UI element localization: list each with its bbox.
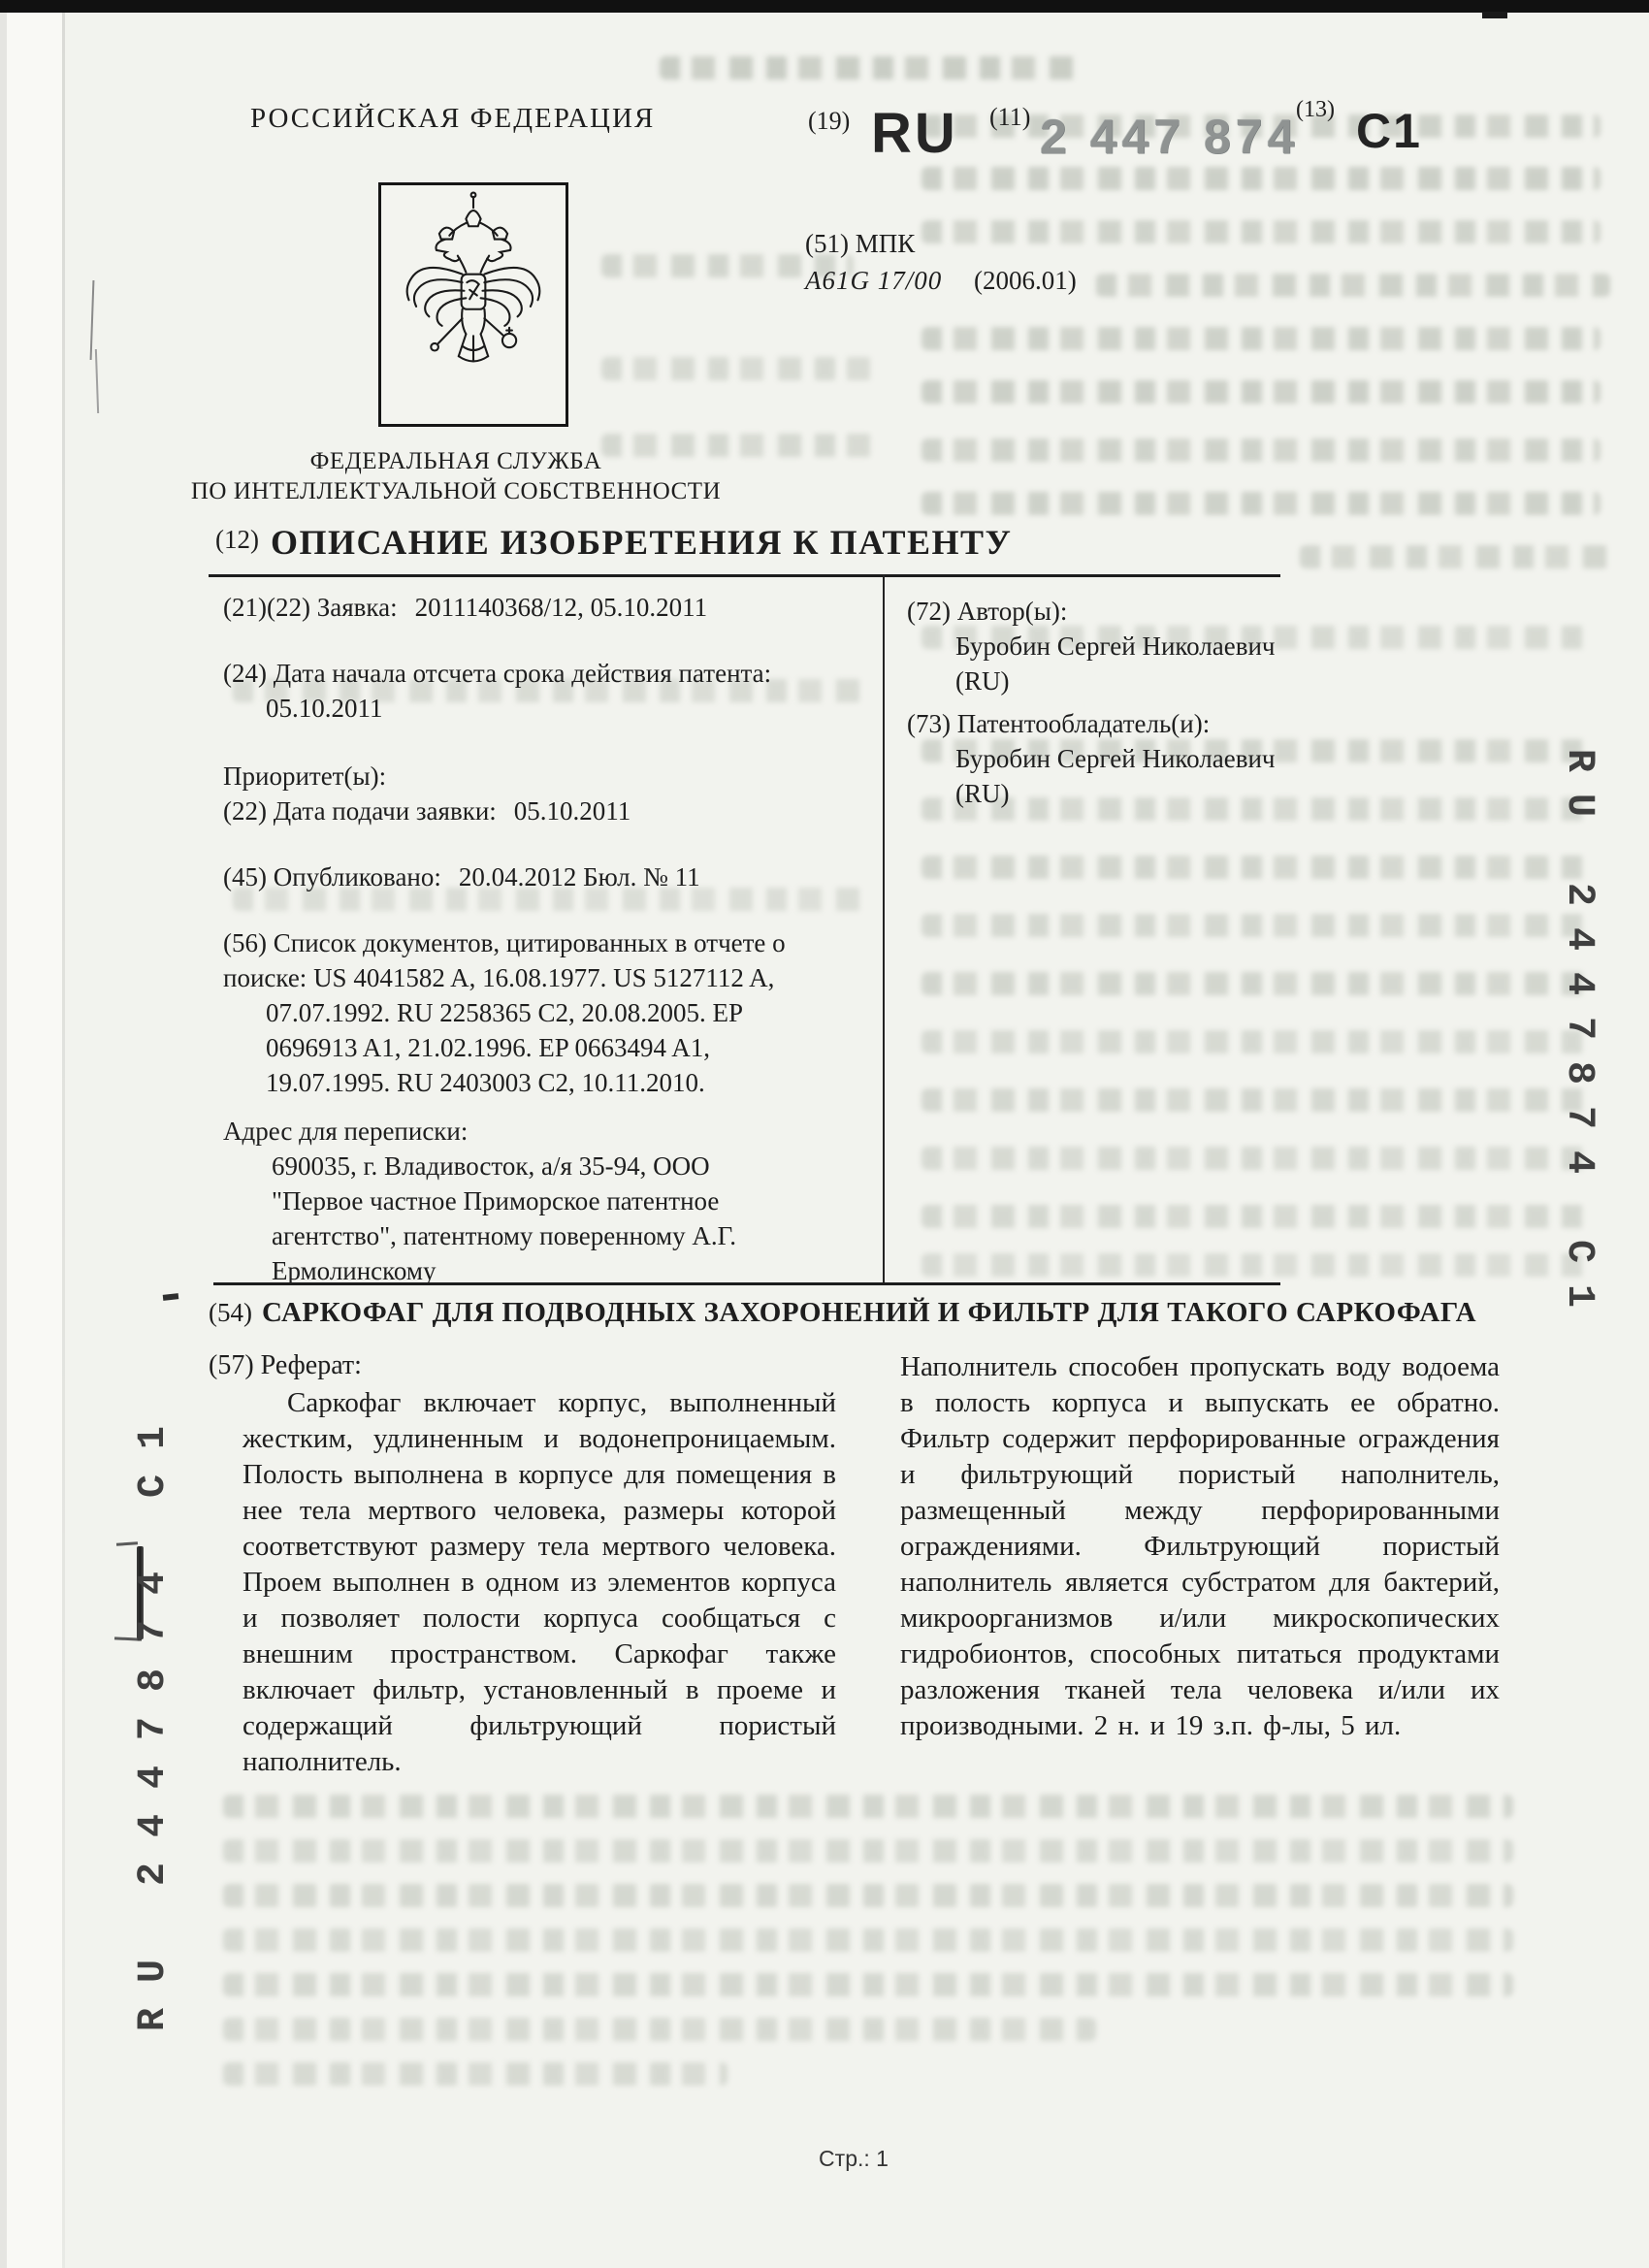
bleed-through-line xyxy=(1096,274,1610,297)
page-crease xyxy=(62,13,65,2268)
bleed-through-line xyxy=(223,1973,1513,1996)
published-label: (45) Опубликовано: xyxy=(223,862,441,891)
application-value: 2011140368/12, 05.10.2011 xyxy=(414,593,708,622)
ipc-classification xyxy=(805,266,1077,296)
field-published xyxy=(223,859,873,894)
scan-edge-notch xyxy=(1482,12,1507,18)
bleed-through-line xyxy=(922,492,1600,515)
address-label: Адрес для переписки: xyxy=(223,1117,469,1146)
abstract-column-1: Саркофаг включает корпус, выполненный жестким, удлиненным и водонепроницаемым. Полость выполнена в корпусе для помещения в нее тела мертвого человека, размеры которой соответствуют размеру тела мертвого человека. Проем выполнен в одном из элементов корпуса и позволяет полости корпуса сообщаться с внешним пространством. Саркофаг также включает фильтр, установленный в проеме и содержащий фильтрующий пористый наполнитель. xyxy=(242,1387,836,1777)
address-line: "Первое частное Приморское патентное xyxy=(272,1186,720,1215)
bleed-through-line xyxy=(223,1928,1513,1952)
field-priority xyxy=(223,759,873,794)
abstract-label: (57) Реферат: xyxy=(209,1350,362,1380)
bleed-through-line xyxy=(922,1088,1591,1112)
bleed-through-line xyxy=(223,1795,1513,1818)
citations-label: (56) Список документов, цитированных в отчете о xyxy=(223,928,786,957)
page-number: Стр.: 1 xyxy=(819,2146,889,2171)
authority-line-2: ПО ИНТЕЛЛЕКТУАЛЬНОЙ СОБСТВЕННОСТИ xyxy=(190,478,722,504)
start-date-value: 05.10.2011 xyxy=(266,694,383,723)
bleed-through-line xyxy=(601,357,873,380)
bleed-through-line xyxy=(922,914,1591,937)
field-filing-date xyxy=(223,794,873,828)
bleed-through-line xyxy=(922,856,1591,879)
bleed-through-line xyxy=(922,1253,1591,1277)
document-type-heading xyxy=(215,522,1012,563)
bleed-through-line xyxy=(223,1884,1513,1907)
citations-line: 07.07.1992. RU 2258365 C2, 20.08.2005. EP xyxy=(266,998,744,1027)
publication-number: 2 447 874 xyxy=(1040,110,1300,164)
ipc-version: (2006.01) xyxy=(974,266,1077,295)
divider-column xyxy=(883,574,885,1283)
bleed-through-line xyxy=(922,972,1591,995)
bleed-through-line xyxy=(922,220,1600,243)
filing-date-value: 05.10.2011 xyxy=(513,796,631,826)
inid-code-11: (11) xyxy=(989,103,1031,131)
invention-title-row xyxy=(209,1297,1476,1329)
vertical-patent-number-left: RU 2447874 C1 xyxy=(132,1400,176,2031)
vertical-patent-number-right: RU 2447874 C1 xyxy=(1557,749,1600,1330)
address-line: Ермолинскому xyxy=(272,1256,436,1285)
citations-line: 0696913 A1, 21.02.1996. EP 0663494 A1, xyxy=(266,1033,711,1062)
inid-code-19: (19) xyxy=(808,107,851,135)
bleed-through-line xyxy=(223,1839,1513,1863)
bleed-through-line xyxy=(223,2018,1096,2041)
address-line: 690035, г. Владивосток, а/я 35-94, ООО xyxy=(272,1151,710,1181)
bleed-through-line xyxy=(922,167,1600,190)
scan-edge-shadow xyxy=(0,13,7,2268)
field-patent-holders xyxy=(907,706,1314,811)
invention-title: САРКОФАГ ДЛЯ ПОДВОДНЫХ ЗАХОРОНЕНИЙ И ФИЛЬТР ДЛЯ ТАКОГО САРКОФАГА xyxy=(261,1297,1477,1328)
bleed-through-line xyxy=(660,56,1077,80)
country-code: RU xyxy=(871,102,958,165)
bleed-through-line xyxy=(922,327,1600,350)
scan-edge-top xyxy=(0,0,1649,13)
divider-top xyxy=(209,574,1280,577)
bleed-through-line xyxy=(1300,545,1610,568)
field-authors xyxy=(907,594,1295,698)
bleed-through-line xyxy=(922,380,1600,404)
holders-value: Буробин Сергей Николаевич (RU) xyxy=(955,744,1276,808)
issuing-authority xyxy=(175,446,737,506)
field-application xyxy=(223,590,873,625)
bleed-through-line xyxy=(922,1147,1591,1170)
published-value: 20.04.2012 Бюл. № 11 xyxy=(458,862,700,891)
bleed-through-line xyxy=(223,2062,728,2086)
inid-code-54: (54) xyxy=(209,1298,252,1327)
authors-label: (72) Автор(ы): xyxy=(907,597,1068,626)
coat-of-arms-eagle xyxy=(381,185,566,424)
citations-line: поиске: US 4041582 A, 16.08.1977. US 5127112 A, xyxy=(223,963,775,992)
citations-line: 19.07.1995. RU 2403003 C2, 10.11.2010. xyxy=(266,1068,705,1097)
priority-label: Приоритет(ы): xyxy=(223,761,387,791)
start-date-label: (24) Дата начала отсчета срока действия патента: xyxy=(223,659,772,688)
ipc-section-label: (51) МПК xyxy=(805,229,916,258)
document-type-title: ОПИСАНИЕ ИЗОБРЕТЕНИЯ К ПАТЕНТУ xyxy=(270,523,1013,562)
bleed-through-line xyxy=(922,1205,1591,1228)
staple-mark-top-2 xyxy=(95,349,99,413)
coat-of-arms-box xyxy=(378,182,568,427)
application-label: (21)(22) Заявка: xyxy=(223,593,398,622)
holders-label: (73) Патентообладатель(и): xyxy=(907,709,1211,738)
ipc-code: A61G 17/00 xyxy=(805,266,943,295)
country-name: РОССИЙСКАЯ ФЕДЕРАЦИЯ xyxy=(250,103,656,134)
address-line: агентство", патентному поверенному А.Г. xyxy=(272,1221,736,1250)
authors-value: Буробин Сергей Николаевич (RU) xyxy=(955,632,1276,696)
field-citations xyxy=(223,925,873,1100)
staple-mark-top xyxy=(90,280,95,360)
field-start-date xyxy=(223,656,873,726)
bleed-through-line xyxy=(922,438,1600,462)
kind-code: C1 xyxy=(1356,104,1422,158)
filing-date-label: (22) Дата подачи заявки: xyxy=(223,796,497,826)
scan-page-edge-left xyxy=(0,13,62,2268)
bleed-through-line xyxy=(922,1030,1591,1053)
authority-line-1: ФЕДЕРАЛЬНАЯ СЛУЖБА xyxy=(309,448,602,474)
abstract-column-2: Наполнитель способен пропускать воду водоема в полость корпуса и выпускать ее обратно. Фильтр содержит перфорированные ограждения и фильтрующий пористый наполнитель, размещенный между перфорированными ограждениями. Фильтрующий пористый наполнитель является субстратом для бактерий, микроорганизмов и/или микроскопических гидробионтов, способных питаться продуктами разложения тканей тела человека и/или их производными. 2 н. и 19 з.п. ф-лы, 5 ил. xyxy=(900,1351,1500,1741)
field-correspondence-address xyxy=(223,1114,873,1288)
inid-code-13: (13) xyxy=(1296,97,1335,122)
inid-code-12: (12) xyxy=(215,525,259,554)
